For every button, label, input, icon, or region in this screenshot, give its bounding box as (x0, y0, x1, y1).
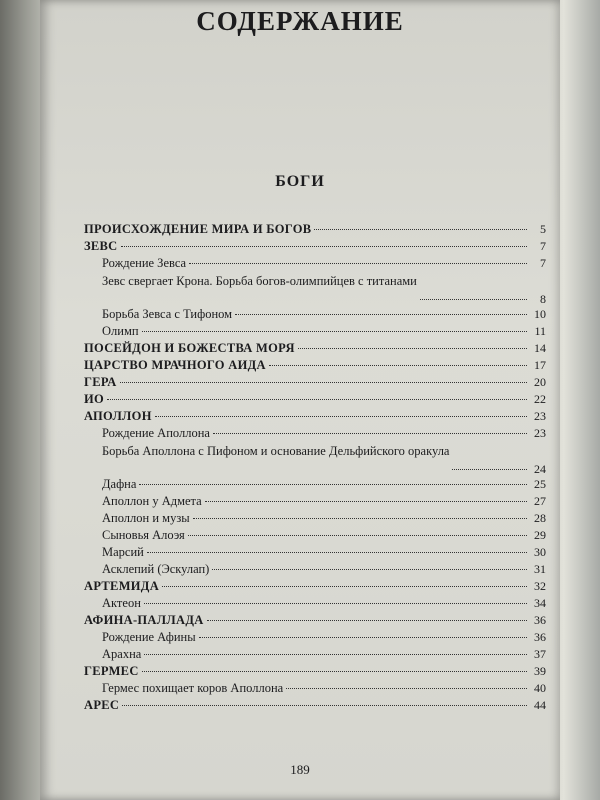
toc-leader-dots (213, 433, 527, 434)
toc-entry-title: ИО (84, 392, 105, 406)
toc-leader-dots (235, 314, 527, 315)
toc-entry-page: 20 (534, 375, 546, 389)
toc-entry-title: Аполлон у Адмета (102, 494, 202, 508)
toc-entry (84, 409, 546, 426)
toc-entry-title: Аполлон и музы (102, 511, 190, 525)
section-title: БОГИ (275, 173, 325, 190)
toc-entry-page: 17 (534, 358, 546, 372)
toc-entry-title: Марсий (102, 545, 144, 559)
toc-entry (84, 664, 546, 681)
toc-entry-page: 23 (534, 409, 546, 423)
toc-leader-dots (314, 229, 527, 230)
toc-entry-page: 36 (534, 613, 546, 627)
toc-leader-dots (155, 416, 527, 417)
toc-leader-dots (122, 705, 527, 706)
toc-leader-dots (120, 382, 527, 383)
toc-leader-dots (121, 246, 528, 247)
toc-entry-title: Сыновья Алоэя (102, 528, 185, 542)
toc-entry (84, 545, 546, 562)
toc-entry-title: АФИНА-ПАЛЛАДА (84, 613, 204, 627)
toc-entry-title: ГЕРА (84, 375, 117, 389)
toc-entry-page: 34 (534, 596, 546, 610)
toc-entry-title: Зевс свергает Крона. Борьба богов-олимпийцев с титанами (102, 274, 417, 288)
toc-leader-dots (162, 586, 527, 587)
toc-entry-page: 40 (534, 681, 546, 695)
toc-entry (84, 222, 546, 239)
toc-entry-page: 36 (534, 630, 546, 644)
toc-entry (84, 358, 546, 375)
toc-entry-title: АРЕС (84, 698, 120, 712)
book-page (40, 0, 560, 800)
toc-entry-title: ЗЕВС (84, 239, 118, 253)
toc-leader-dots (212, 569, 527, 570)
toc-entry (84, 477, 546, 494)
toc-entry (84, 630, 546, 647)
toc-entry-page: 8 (540, 292, 546, 306)
toc-entry-page: 39 (534, 664, 546, 678)
toc-leader-dots (188, 535, 527, 536)
toc-entry (84, 494, 546, 511)
toc-entry (84, 647, 546, 664)
toc-entry-title: АРТЕМИДА (84, 579, 160, 593)
toc-leader-dots (147, 552, 527, 553)
toc-leader-dots (142, 331, 527, 332)
toc-entry (84, 392, 546, 409)
toc-entry-page: 22 (534, 392, 546, 406)
toc-entry-page: 25 (534, 477, 546, 491)
toc-entry (84, 511, 546, 528)
table-of-contents (84, 222, 546, 715)
toc-entry (84, 426, 546, 443)
toc-entry-title: Арахна (102, 647, 142, 661)
toc-leader-dots (420, 299, 527, 300)
toc-entry (84, 375, 546, 392)
toc-leader-dots (452, 469, 527, 470)
toc-leader-dots (139, 484, 527, 485)
toc-leader-dots (144, 603, 527, 604)
toc-entry-page: 14 (534, 341, 546, 355)
toc-entry (84, 324, 546, 341)
toc-entry (84, 613, 546, 630)
toc-entry-title: ПРОИСХОЖДЕНИЕ МИРА И БОГОВ (84, 222, 312, 236)
toc-entry-title: АПОЛЛОН (84, 409, 152, 423)
toc-entry-page: 10 (534, 307, 546, 321)
book-spine-shadow (0, 0, 44, 800)
toc-entry-title: Борьба Аполлона с Пифоном и основание Дельфийского оракула (102, 444, 450, 458)
toc-entry-page: 29 (534, 528, 546, 542)
toc-entry-title: Борьба Зевса с Тифоном (102, 307, 233, 321)
toc-entry (84, 596, 546, 613)
toc-entry (84, 528, 546, 545)
toc-entry-title: Олимп (102, 324, 139, 338)
toc-entry-page: 28 (534, 511, 546, 525)
toc-leader-dots (298, 348, 527, 349)
toc-entry-page: 27 (534, 494, 546, 508)
toc-entry (84, 443, 546, 477)
toc-entry (84, 562, 546, 579)
toc-leader-dots (189, 263, 527, 264)
toc-entry-title: ГЕРМЕС (84, 664, 139, 678)
toc-entry-title: Асклепий (Эскулап) (102, 562, 210, 576)
toc-leader-dots (144, 654, 527, 655)
toc-entry-title: Рождение Афины (102, 630, 196, 644)
toc-entry-page: 23 (534, 426, 546, 440)
toc-entry-page: 5 (540, 222, 546, 236)
toc-entry-title: Рождение Зевса (102, 256, 187, 270)
toc-entry (84, 698, 546, 715)
toc-leader-dots (205, 501, 527, 502)
toc-entry-page: 32 (534, 579, 546, 593)
toc-entry-title: Гермес похищает коров Аполлона (102, 681, 284, 695)
toc-leader-dots (199, 637, 527, 638)
toc-entry-title: Актеон (102, 596, 141, 610)
toc-leader-dots (142, 671, 527, 672)
toc-entry-page: 31 (534, 562, 546, 576)
toc-entry-title: ЦАРСТВО МРАЧНОГО АИДА (84, 358, 266, 372)
toc-entry-title: Дафна (102, 477, 137, 491)
toc-entry-page: 30 (534, 545, 546, 559)
toc-entry (84, 341, 546, 358)
toc-entry (84, 273, 546, 307)
toc-entry (84, 307, 546, 324)
toc-entry-page: 7 (540, 256, 546, 270)
toc-entry-title: ПОСЕЙДОН И БОЖЕСТВА МОРЯ (84, 341, 295, 355)
toc-leader-dots (107, 399, 527, 400)
toc-entry (84, 239, 546, 256)
toc-leader-dots (269, 365, 527, 366)
toc-entry-page: 37 (534, 647, 546, 661)
page-title: СОДЕРЖАНИЕ (196, 6, 404, 36)
toc-leader-dots (207, 620, 527, 621)
toc-entry-page: 24 (534, 462, 546, 476)
toc-entry (84, 579, 546, 596)
toc-leader-dots (286, 688, 527, 689)
toc-entry-page: 44 (534, 698, 546, 712)
toc-entry-title: Рождение Аполлона (102, 426, 210, 440)
toc-entry-page: 7 (540, 239, 546, 253)
toc-entry (84, 681, 546, 698)
page-number: 189 (290, 762, 310, 777)
toc-leader-dots (193, 518, 527, 519)
toc-entry (84, 256, 546, 273)
toc-entry-page: 11 (534, 324, 546, 338)
